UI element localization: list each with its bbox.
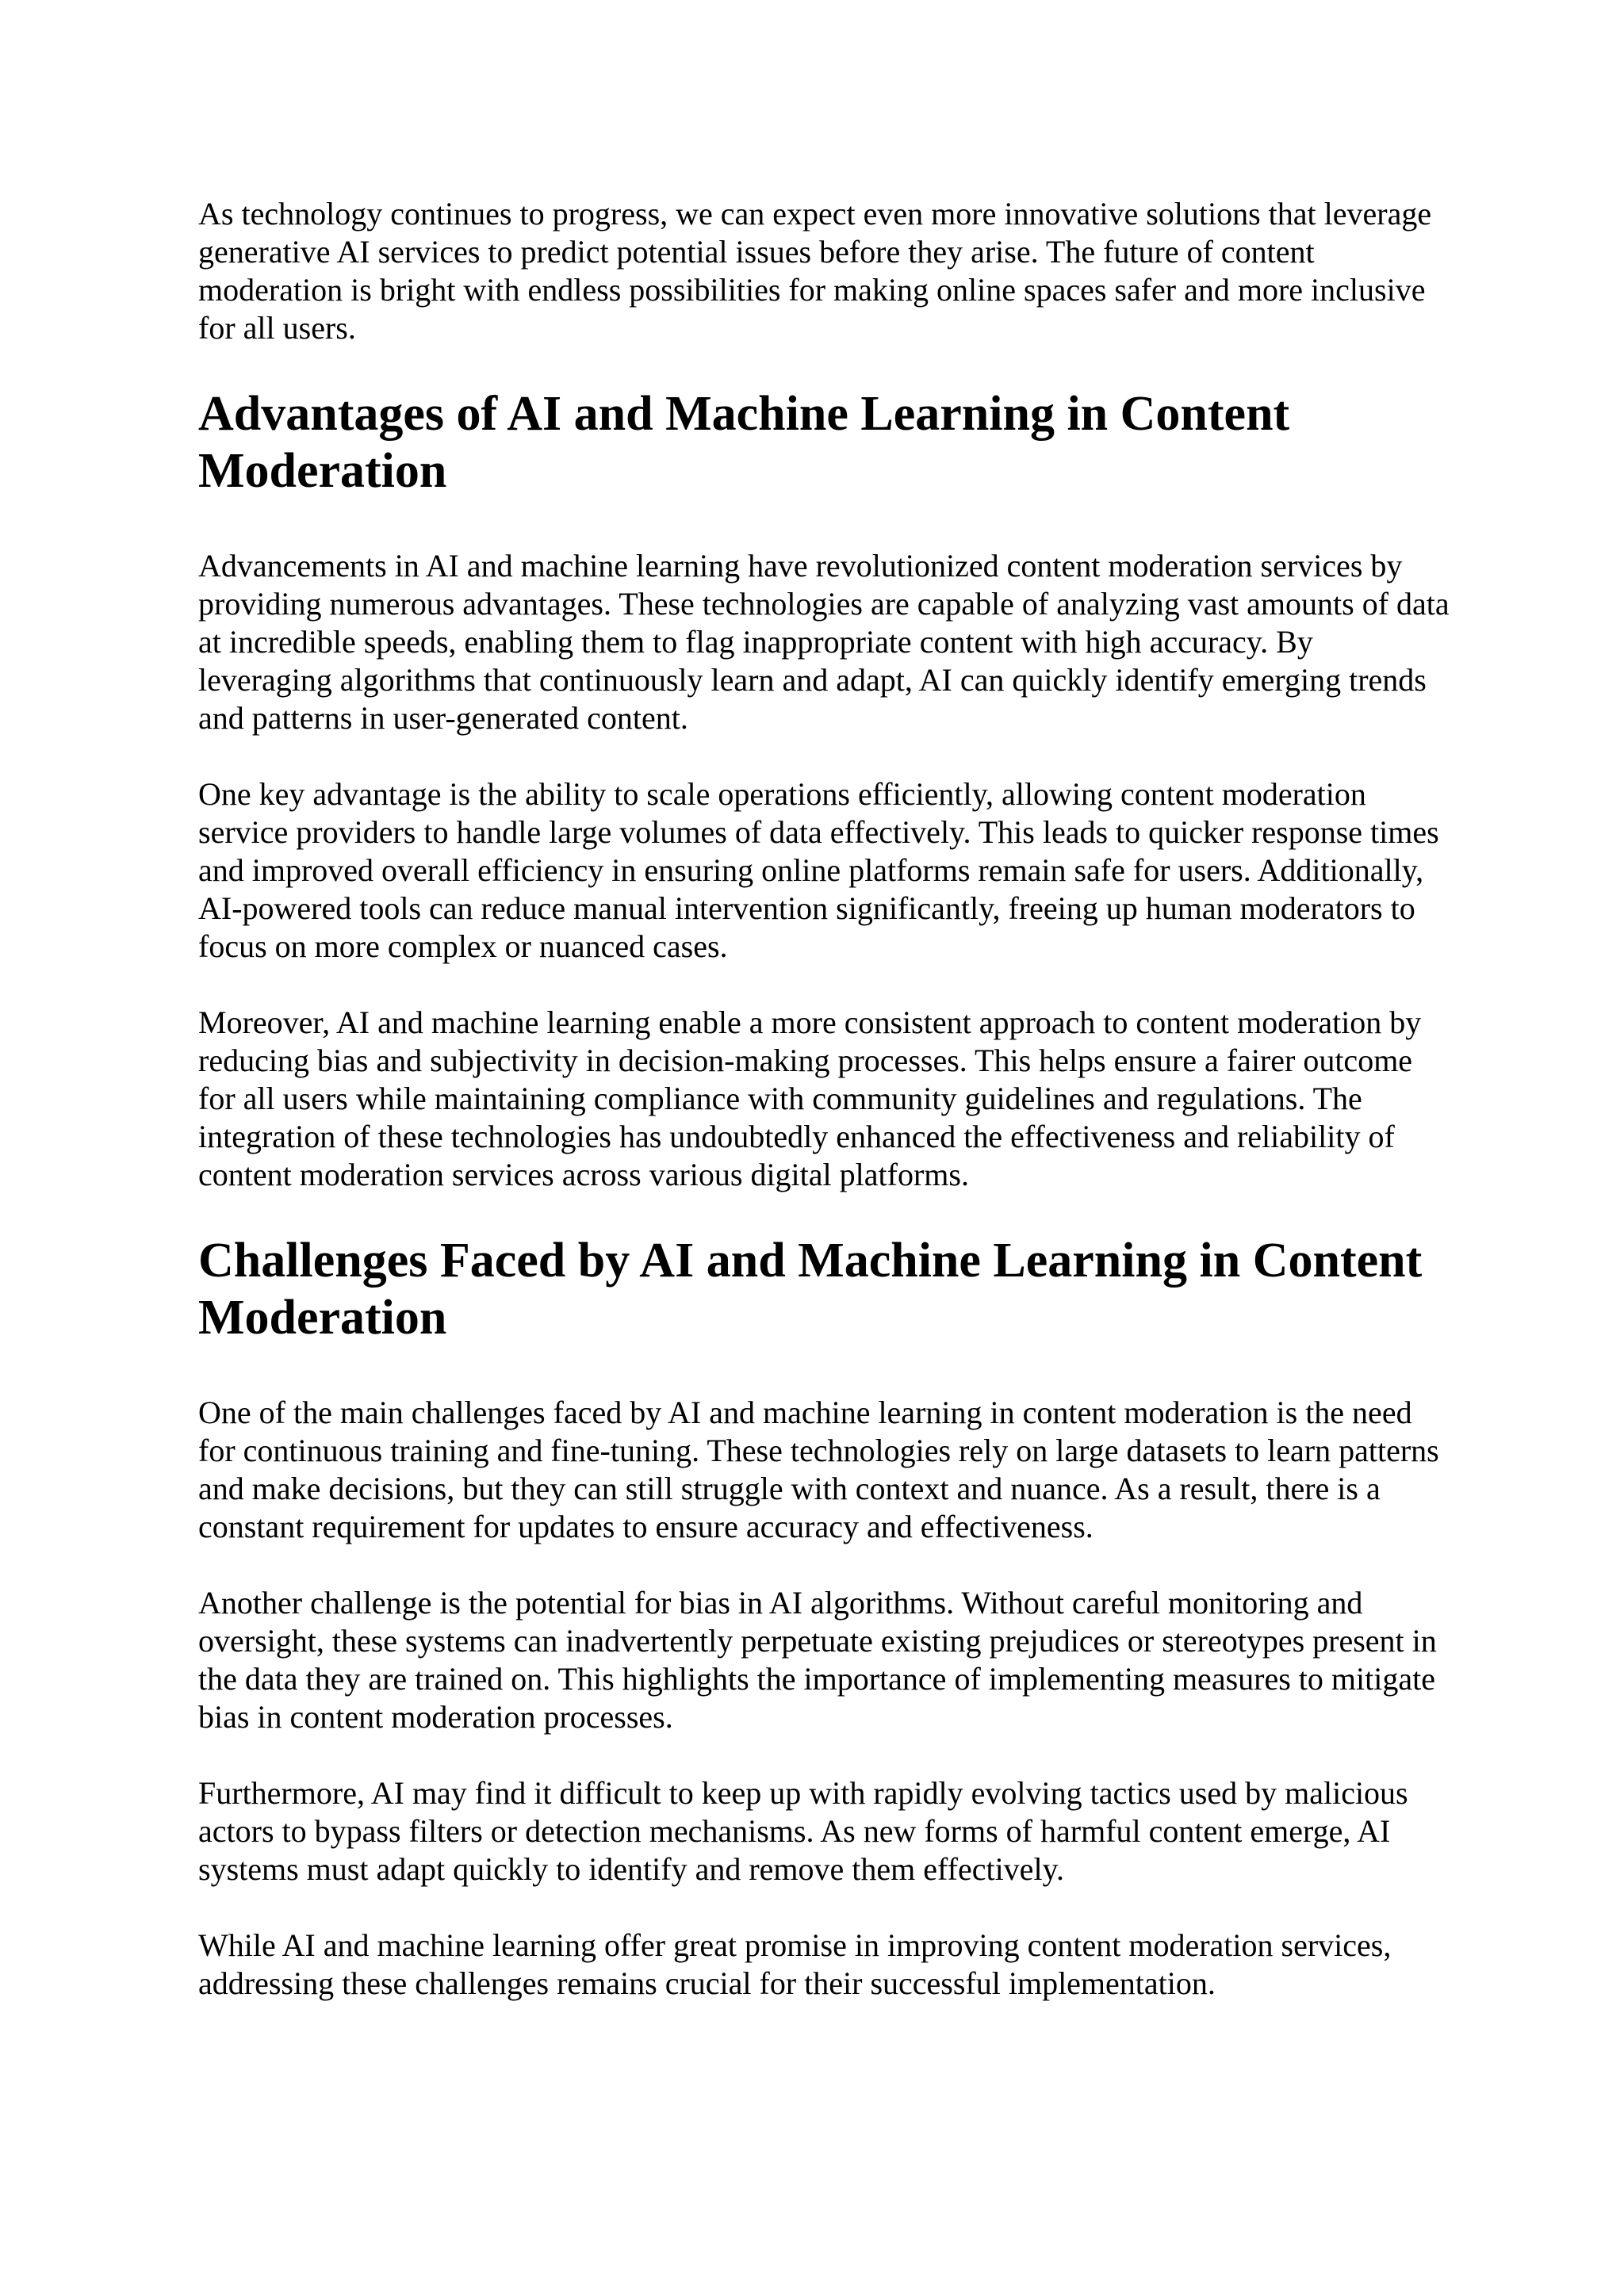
challenges-paragraph-4: While AI and machine learning offer great promise in improving content moderation services, addressing these challenges remains crucial for their successful implementation. — [198, 1927, 1392, 2001]
advantages-paragraph-1: Advancements in AI and machine learning have revolutionized content moderation services by providing numerous advantages. These technologies are capable of analyzing vast amounts of data at incredible speeds, enabling them to flag inappropriate content with high accuracy. By leveraging algorithms that continuously learn and adapt, AI can quickly identify emerging trends and patterns in user-generated content. — [198, 548, 1450, 736]
document-page — [198, 195, 1451, 2041]
section-heading-advantages: Advantages of AI and Machine Learning in Content Moderation — [198, 387, 1290, 498]
section-advantages — [198, 385, 1451, 1194]
section-challenges — [198, 1232, 1451, 2003]
intro-paragraph: As technology continues to progress, we can expect even more innovative solutions that leverage generative AI services to predict potential issues before they arise. The future of content moderation is bright with endless possibilities for making online spaces safer and more inclusive for all users. — [198, 196, 1432, 346]
advantages-paragraph-3: Moreover, AI and machine learning enable a more consistent approach to content moderation by reducing bias and subjectivity in decision-making processes. This helps ensure a fairer outcome for all users while maintaining compliance with community guidelines and regulations. The integration of these technologies has undoubtedly enhanced the effectiveness and reliability of content moderation services across various digital platforms. — [198, 1004, 1422, 1192]
challenges-paragraph-1: One of the main challenges faced by AI and machine learning in content moderation is the need for continuous training and fine-tuning. These technologies rely on large datasets to learn patterns and make decisions, but they can still struggle with context and nuance. As a result, there is a constant requirement for updates to ensure accuracy and effectiveness. — [198, 1395, 1439, 1544]
advantages-paragraph-2: One key advantage is the ability to scale operations efficiently, allowing content moderation service providers to handle large volumes of data effectively. This leads to quicker response times and improved overall efficiency in ensuring online platforms remain safe for users. Additionally, AI-powered tools can reduce manual intervention significantly, freeing up human moderators to focus on more complex or nuanced cases. — [198, 776, 1439, 964]
challenges-paragraph-3: Furthermore, AI may find it difficult to keep up with rapidly evolving tactics used by malicious actors to bypass filters or detection mechanisms. As new forms of harmful content emerge, AI systems must adapt quickly to identify and remove them effectively. — [198, 1775, 1408, 1887]
section-heading-challenges: Challenges Faced by AI and Machine Learning in Content Moderation — [198, 1234, 1423, 1345]
challenges-paragraph-2: Another challenge is the potential for bias in AI algorithms. Without careful monitoring and oversight, these systems can inadvertently perpetuate existing prejudices or stereotypes present in the data they are trained on. This highlights the importance of implementing measures to mitigate bias in content moderation processes. — [198, 1585, 1437, 1735]
